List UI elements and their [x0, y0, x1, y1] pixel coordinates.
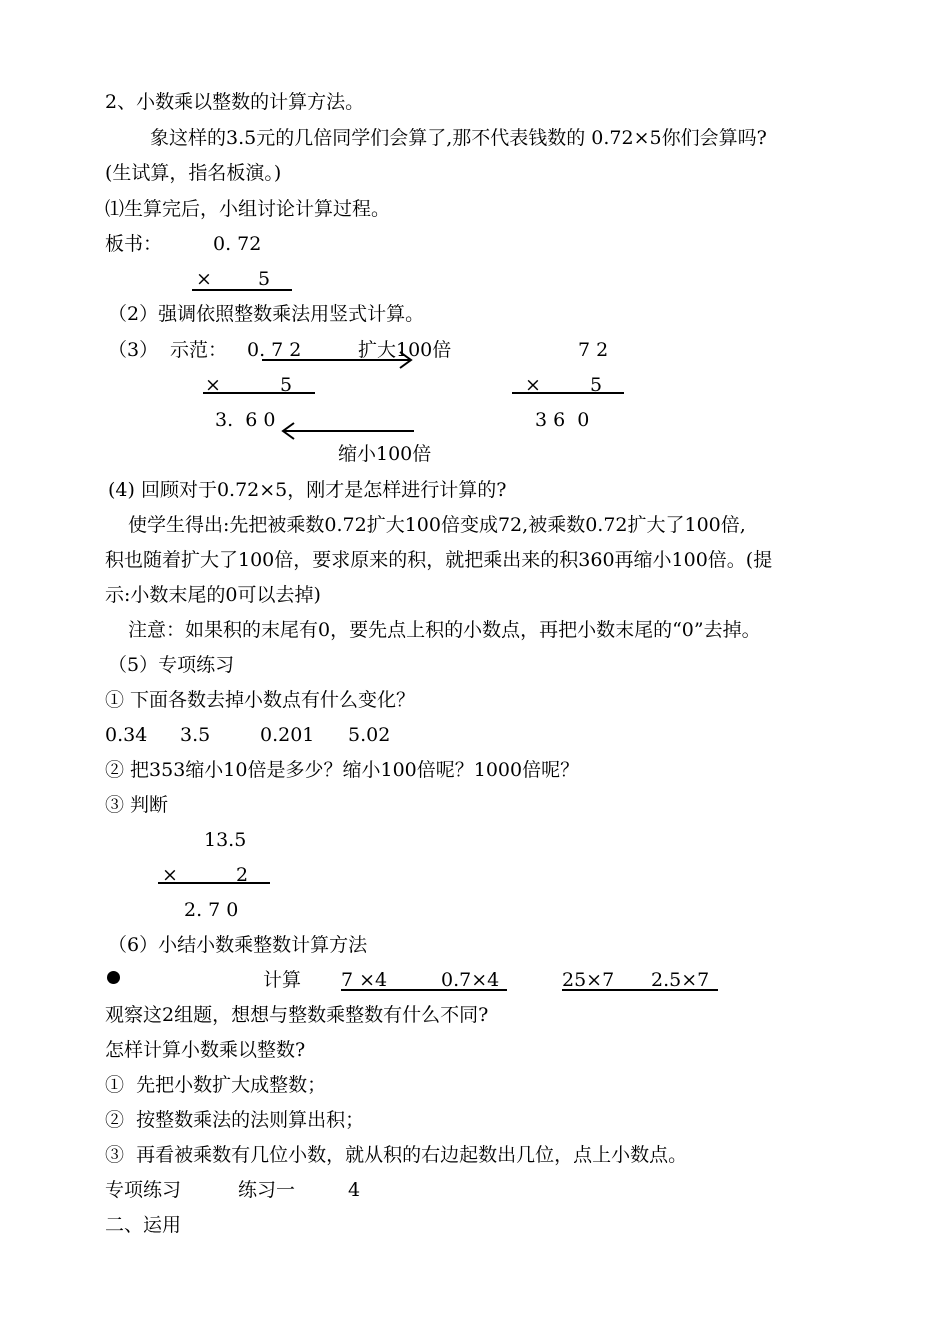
enlarge-arrow: [262, 350, 414, 370]
section-title: 2、小数乘以整数的计算方法。: [105, 91, 365, 113]
calc-item-3-underline: [562, 989, 620, 991]
exercise-1-title: ① 下面各数去掉小数点有什么变化？: [105, 689, 416, 711]
demo-right-times-sign: ×: [525, 374, 541, 396]
judge-multiplicand: 13.5: [204, 829, 247, 851]
demo-right-multiplicand: 7 2: [578, 339, 609, 361]
rule-3: ③ 再看被乘数有几位小数，就从积的右边起数出几位，点上小数点。: [105, 1144, 688, 1166]
enlarge-label: 扩大100倍: [358, 339, 452, 361]
step-4: (4) 回顾对于0.72×5，刚才是怎样进行计算的?: [108, 479, 507, 501]
step-2: （2）强调依照整数乘法用竖式计算。: [108, 303, 425, 325]
demo-left-underline: [203, 392, 315, 394]
demo-right-multiplier: 5: [590, 374, 603, 396]
note: 注意：如果积的末尾有0，要先点上积的小数点，再把小数末尾的“0”去掉。: [128, 619, 761, 641]
judge-multiplier: 2: [236, 864, 249, 886]
step-4-paragraph-3: 示:小数末尾的0可以去掉): [105, 584, 321, 606]
calc-item-4-underline: [620, 989, 718, 991]
intro-line-2: (生试算，指名板演。): [105, 162, 282, 184]
practice-number: 4: [348, 1179, 361, 1201]
demo-left-multiplier: 5: [280, 374, 293, 396]
step-5: （5）专项练习: [108, 654, 235, 676]
how-question: 怎样计算小数乘以整数?: [105, 1039, 306, 1061]
exercise-2: ② 把353缩小10倍是多少？缩小100倍呢？1000倍呢？: [105, 759, 580, 781]
exercise-1-number-2: 3.5: [180, 724, 211, 746]
shrink-label: 缩小100倍: [338, 443, 432, 465]
calc-item-3: 25×7: [562, 969, 615, 991]
practice-exercise: 练习一: [238, 1179, 296, 1201]
exercise-1-number-4: 5.02: [348, 724, 391, 746]
exercise-1-number-3: 0.201: [260, 724, 315, 746]
bullet-icon: [107, 971, 120, 984]
step-4-paragraph-1: 使学生得出:先把被乘数0.72扩大100倍变成72,被乘数0.72扩大了100倍,: [128, 514, 746, 536]
observe-question: 观察这2组题，想想与整数乘整数有什么不同?: [105, 1004, 489, 1026]
practice-label: 专项练习: [105, 1179, 182, 1201]
demo-label: 示范：: [170, 339, 228, 361]
judge-product: 2. 7 0: [184, 899, 239, 921]
demo-left-multiplicand: 0. 7 2: [247, 339, 302, 361]
calc-item-2: 0.7×4: [441, 969, 500, 991]
step-1: ⑴生算完后，小组讨论计算过程。: [105, 198, 391, 220]
demo-left-times-sign: ×: [205, 374, 221, 396]
step-6: （6）小结小数乘整数计算方法: [108, 934, 368, 956]
board-underline: [192, 289, 292, 291]
step-4-paragraph-2: 积也随着扩大了100倍，要求原来的积，就把乘出来的积360再缩小100倍。(提: [105, 549, 773, 571]
step-3-label: （3）: [108, 339, 159, 361]
judge-times-sign: ×: [162, 864, 178, 886]
demo-left-product: 3. 6 0: [215, 409, 276, 431]
judge-underline: [158, 882, 270, 884]
calc-item-1-underline: [341, 989, 401, 991]
intro-line-1: 象这样的3.5元的几倍同学们会算了,那不代表钱数的 0.72×5你们会算吗?: [150, 127, 767, 149]
rule-2: ② 按整数乘法的法则算出积；: [105, 1109, 365, 1131]
exercise-1-number-1: 0.34: [105, 724, 148, 746]
section-apply-title: 二、运用: [105, 1214, 182, 1236]
exercise-3-title: ③ 判断: [105, 794, 169, 816]
board-multiplicand: 0. 72: [213, 233, 262, 255]
calc-item-4: 2.5×7: [651, 969, 710, 991]
calc-item-2-underline: [401, 989, 507, 991]
board-times-sign: ×: [196, 268, 212, 290]
demo-right-product: 3 6 0: [535, 409, 590, 431]
shrink-arrow: [282, 421, 416, 441]
calc-item-1: 7 ×4: [341, 969, 388, 991]
demo-right-underline: [512, 392, 624, 394]
board-label: 板书：: [105, 233, 163, 255]
calc-label: 计算: [263, 969, 302, 991]
board-multiplier: 5: [258, 268, 271, 290]
rule-1: ① 先把小数扩大成整数；: [105, 1074, 327, 1096]
